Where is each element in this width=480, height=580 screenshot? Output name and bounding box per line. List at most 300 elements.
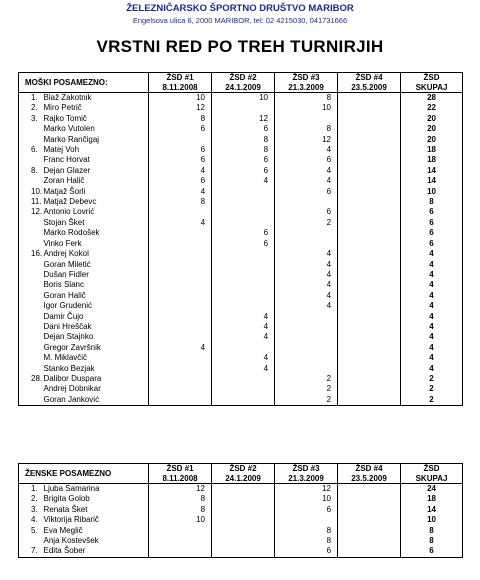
table-row bbox=[19, 103, 463, 113]
score-cell bbox=[149, 353, 212, 363]
rank-cell bbox=[19, 176, 41, 186]
player-name: Eva Meglič bbox=[43, 525, 83, 535]
score-cell: 6 bbox=[212, 166, 275, 176]
player-name: Marko Rodošek bbox=[43, 228, 100, 238]
table-row bbox=[19, 155, 463, 165]
score-cell bbox=[212, 526, 275, 536]
score-cell bbox=[212, 374, 275, 384]
player-name: Dalibor Duspara bbox=[43, 373, 102, 383]
score-cell bbox=[149, 526, 212, 536]
table-row bbox=[19, 260, 463, 270]
rank-cell bbox=[19, 322, 41, 332]
score-cell bbox=[149, 364, 212, 374]
table-row bbox=[19, 176, 463, 186]
player-name: Franc Horvat bbox=[43, 155, 90, 165]
total-cell: 4 bbox=[401, 322, 463, 332]
score-cell bbox=[212, 343, 275, 353]
score-cell: 6 bbox=[212, 228, 275, 238]
score-cell: 8 bbox=[275, 93, 338, 104]
men-header-row bbox=[19, 73, 463, 93]
table-row bbox=[19, 546, 463, 557]
score-cell: 2 bbox=[275, 218, 338, 228]
score-cell bbox=[338, 124, 401, 134]
score-cell bbox=[212, 515, 275, 525]
score-cell bbox=[149, 249, 212, 259]
col-name: ŽSD #4 bbox=[355, 464, 383, 473]
total-cell: 8 bbox=[401, 197, 463, 207]
table-row bbox=[19, 536, 463, 546]
total-cell: 14 bbox=[401, 166, 463, 176]
col-header bbox=[401, 464, 463, 484]
rank-cell bbox=[19, 270, 41, 280]
women-standings-table bbox=[18, 463, 463, 558]
player-name: Andrej Kokol bbox=[43, 249, 89, 259]
total-cell: 2 bbox=[401, 395, 463, 406]
score-cell bbox=[212, 301, 275, 311]
score-cell: 4 bbox=[212, 322, 275, 332]
score-cell: 10 bbox=[212, 93, 275, 104]
score-cell: 4 bbox=[149, 218, 212, 228]
table-row bbox=[19, 332, 463, 342]
score-cell bbox=[275, 343, 338, 353]
total-cell: 4 bbox=[401, 301, 463, 311]
score-cell: 6 bbox=[275, 187, 338, 197]
club-address: Engelsova ulica 6, 2000 MARIBOR, tel: 02 4215030, 041731666 bbox=[132, 16, 348, 25]
player-name: Miro Petrič bbox=[43, 103, 82, 113]
player-name: Brigita Golob bbox=[43, 494, 90, 504]
col-name: ŽSD #1 bbox=[166, 464, 194, 473]
col-name: ŽSD #2 bbox=[229, 464, 257, 473]
score-cell: 2 bbox=[275, 384, 338, 394]
player-name: Andrej Dobnikar bbox=[43, 384, 101, 394]
total-cell: 4 bbox=[401, 312, 463, 322]
score-cell: 8 bbox=[149, 197, 212, 207]
score-cell: 8 bbox=[212, 135, 275, 145]
score-cell bbox=[149, 301, 212, 311]
score-cell bbox=[338, 249, 401, 259]
rank-cell bbox=[19, 353, 41, 363]
score-cell bbox=[338, 526, 401, 536]
table-row bbox=[19, 353, 463, 363]
player-name: Marko Rančigaj bbox=[43, 134, 100, 144]
col-header bbox=[338, 73, 401, 93]
score-cell bbox=[338, 343, 401, 353]
score-cell bbox=[338, 353, 401, 363]
score-cell: 6 bbox=[212, 124, 275, 134]
total-cell: 20 bbox=[401, 114, 463, 124]
player-name: Stanko Bezjak bbox=[43, 363, 95, 373]
score-cell: 4 bbox=[212, 364, 275, 374]
col-name: ŽSD #2 bbox=[229, 73, 257, 82]
score-cell bbox=[338, 546, 401, 557]
player-name: Igor Grudenić bbox=[43, 301, 92, 311]
table-row bbox=[19, 291, 463, 301]
score-cell bbox=[212, 187, 275, 197]
score-cell bbox=[338, 322, 401, 332]
rank-cell: 4. bbox=[31, 515, 38, 525]
total-cell: 6 bbox=[401, 546, 463, 557]
score-cell bbox=[338, 395, 401, 406]
col-date: 21.3.2009 bbox=[288, 82, 324, 92]
rank-cell bbox=[19, 280, 41, 290]
score-cell bbox=[212, 197, 275, 207]
table-row bbox=[19, 374, 463, 384]
score-cell bbox=[149, 546, 212, 557]
score-cell: 4 bbox=[212, 353, 275, 363]
score-cell bbox=[212, 395, 275, 406]
score-cell bbox=[338, 364, 401, 374]
rank-cell bbox=[19, 135, 41, 145]
rank-cell: 3. bbox=[31, 113, 38, 123]
score-cell: 6 bbox=[275, 207, 338, 217]
table-row bbox=[19, 207, 463, 217]
score-cell: 10 bbox=[275, 494, 338, 504]
total-cell: 4 bbox=[401, 364, 463, 374]
total-cell: 2 bbox=[401, 384, 463, 394]
table-row bbox=[19, 343, 463, 353]
table-row bbox=[19, 187, 463, 197]
player-name: Matjaž Šorli bbox=[43, 186, 86, 196]
score-cell bbox=[275, 197, 338, 207]
rank-cell: 6. bbox=[31, 145, 38, 155]
col-header bbox=[401, 73, 463, 93]
table-row bbox=[19, 166, 463, 176]
men-category-label: MOŠKI POSAMEZNO: bbox=[19, 73, 149, 93]
score-cell bbox=[212, 546, 275, 557]
player-name: Marko Vutolen bbox=[43, 124, 95, 134]
player-name: Dušan Fidler bbox=[43, 269, 89, 279]
score-cell bbox=[212, 207, 275, 217]
score-cell bbox=[149, 395, 212, 406]
score-cell bbox=[149, 312, 212, 322]
col-date: 23.5.2009 bbox=[351, 82, 387, 92]
player-name: Vinko Ferk bbox=[43, 238, 82, 248]
table-row bbox=[19, 322, 463, 332]
score-cell bbox=[338, 291, 401, 301]
table-row bbox=[19, 280, 463, 290]
col-date: 8.11.2008 bbox=[162, 473, 198, 483]
score-cell bbox=[338, 145, 401, 155]
col-header bbox=[275, 73, 338, 93]
score-cell bbox=[212, 291, 275, 301]
score-cell: 4 bbox=[275, 145, 338, 155]
col-header bbox=[338, 464, 401, 484]
player-name: Antonio Lovrić bbox=[43, 207, 95, 217]
total-cell: 18 bbox=[401, 155, 463, 165]
score-cell bbox=[338, 187, 401, 197]
rank-cell: 5. bbox=[31, 525, 38, 535]
player-name: Boris Slanc bbox=[43, 280, 84, 290]
rank-cell bbox=[19, 332, 41, 342]
score-cell: 4 bbox=[149, 343, 212, 353]
score-cell bbox=[212, 494, 275, 504]
total-cell: 18 bbox=[401, 145, 463, 155]
score-cell bbox=[338, 135, 401, 145]
total-cell: 4 bbox=[401, 280, 463, 290]
score-cell: 8 bbox=[275, 526, 338, 536]
score-cell: 4 bbox=[149, 166, 212, 176]
score-cell bbox=[338, 197, 401, 207]
col-name: ŽSD #1 bbox=[166, 73, 194, 82]
table-row bbox=[19, 494, 463, 504]
player-name: Rajko Tomič bbox=[43, 113, 87, 123]
page-title: VRSTNI RED PO TREH TURNIRJIH bbox=[96, 37, 384, 56]
rank-cell bbox=[19, 155, 41, 165]
table-row bbox=[19, 239, 463, 249]
col-header bbox=[149, 464, 212, 484]
rank-cell: 2. bbox=[31, 103, 38, 113]
score-cell: 4 bbox=[275, 260, 338, 270]
score-cell bbox=[338, 207, 401, 217]
score-cell bbox=[212, 260, 275, 270]
score-cell: 12 bbox=[275, 135, 338, 145]
score-cell bbox=[212, 249, 275, 259]
score-cell bbox=[149, 207, 212, 217]
player-name: Goran Janković bbox=[41, 395, 149, 406]
score-cell bbox=[338, 505, 401, 515]
rank-cell: 1. bbox=[31, 484, 38, 493]
table-row bbox=[19, 135, 463, 145]
score-cell: 8 bbox=[149, 114, 212, 124]
score-cell bbox=[212, 103, 275, 113]
table-row bbox=[19, 218, 463, 228]
score-cell bbox=[275, 322, 338, 332]
player-name: Zoran Halič bbox=[43, 176, 85, 186]
col-name: ŽSD #3 bbox=[292, 464, 320, 473]
col-name: ŽSD #3 bbox=[292, 73, 320, 82]
rank-cell bbox=[19, 312, 41, 322]
total-cell: 20 bbox=[401, 135, 463, 145]
total-cell: 4 bbox=[401, 353, 463, 363]
rank-cell bbox=[19, 291, 41, 301]
total-cell: 24 bbox=[401, 484, 463, 495]
player-name: Viktorija Ribarič bbox=[43, 515, 99, 525]
score-cell: 8 bbox=[149, 494, 212, 504]
player-name: M. Miklavčič bbox=[43, 353, 88, 363]
score-cell: 8 bbox=[275, 536, 338, 546]
rank-cell: 12. bbox=[31, 207, 43, 217]
score-cell bbox=[275, 353, 338, 363]
score-cell bbox=[275, 228, 338, 238]
score-cell: 6 bbox=[149, 124, 212, 134]
total-cell: 4 bbox=[401, 343, 463, 353]
rank-cell bbox=[19, 260, 41, 270]
women-rows bbox=[19, 484, 463, 558]
score-cell bbox=[149, 322, 212, 332]
player-name: Dejan Stajnko bbox=[43, 332, 94, 342]
score-cell bbox=[212, 280, 275, 290]
total-cell: 28 bbox=[401, 93, 463, 104]
score-cell bbox=[149, 270, 212, 280]
score-cell bbox=[338, 494, 401, 504]
total-cell: 18 bbox=[401, 494, 463, 504]
score-cell: 4 bbox=[275, 301, 338, 311]
rank-cell bbox=[19, 124, 41, 134]
score-cell: 8 bbox=[275, 124, 338, 134]
rank-cell: 1. bbox=[31, 93, 38, 102]
col-date: 21.3.2009 bbox=[288, 473, 324, 483]
score-cell: 10 bbox=[149, 515, 212, 525]
player-name: Ljuba Samarina bbox=[43, 484, 100, 493]
score-cell: 4 bbox=[212, 176, 275, 186]
col-header bbox=[149, 73, 212, 93]
col-date: 24.1.2009 bbox=[225, 82, 261, 92]
table-row bbox=[19, 395, 463, 406]
score-cell bbox=[275, 364, 338, 374]
score-cell bbox=[338, 332, 401, 342]
score-cell: 4 bbox=[212, 312, 275, 322]
total-cell: 20 bbox=[401, 124, 463, 134]
score-cell bbox=[338, 155, 401, 165]
score-cell bbox=[338, 166, 401, 176]
score-cell: 4 bbox=[149, 187, 212, 197]
rank-cell bbox=[19, 536, 41, 546]
player-name: Stojan Šket bbox=[43, 217, 85, 227]
table-row bbox=[19, 526, 463, 536]
men-standings-table bbox=[18, 72, 463, 406]
table-row bbox=[19, 301, 463, 311]
col-header bbox=[212, 73, 275, 93]
score-cell: 4 bbox=[275, 291, 338, 301]
score-cell: 12 bbox=[149, 103, 212, 113]
player-name: Renata Šket bbox=[43, 504, 88, 514]
score-cell: 8 bbox=[149, 505, 212, 515]
rank-cell: 16. bbox=[31, 249, 43, 259]
score-cell bbox=[212, 384, 275, 394]
score-cell bbox=[149, 374, 212, 384]
rank-cell: 2. bbox=[31, 494, 38, 504]
total-cell: 14 bbox=[401, 505, 463, 515]
score-cell bbox=[338, 515, 401, 525]
col-name: ŽSD bbox=[423, 73, 440, 82]
score-cell: 12 bbox=[275, 484, 338, 495]
club-name: ŽELEZNIČARSKO ŠPORTNO DRUŠTVO MARIBOR bbox=[126, 3, 354, 14]
player-name: Dani Hreščak bbox=[43, 321, 92, 331]
score-cell: 6 bbox=[212, 239, 275, 249]
score-cell: 10 bbox=[275, 103, 338, 113]
col-name: ŽSD bbox=[423, 464, 440, 473]
score-cell: 4 bbox=[275, 166, 338, 176]
score-cell bbox=[338, 536, 401, 546]
player-name: Goran Miletić bbox=[43, 259, 91, 269]
score-cell: 2 bbox=[275, 374, 338, 384]
score-cell bbox=[338, 260, 401, 270]
rank-cell: 10. bbox=[31, 186, 43, 196]
score-cell: 12 bbox=[212, 114, 275, 124]
score-cell bbox=[338, 218, 401, 228]
score-cell bbox=[275, 515, 338, 525]
score-cell bbox=[338, 374, 401, 384]
score-cell: 6 bbox=[275, 505, 338, 515]
score-cell: 10 bbox=[149, 93, 212, 104]
total-cell: 8 bbox=[401, 536, 463, 546]
score-cell: 4 bbox=[275, 270, 338, 280]
total-cell: 4 bbox=[401, 332, 463, 342]
score-cell: 6 bbox=[149, 155, 212, 165]
rank-cell bbox=[19, 239, 41, 249]
rank-cell bbox=[19, 218, 41, 228]
score-cell bbox=[149, 384, 212, 394]
score-cell bbox=[275, 114, 338, 124]
total-cell: 4 bbox=[401, 249, 463, 259]
table-row bbox=[19, 114, 463, 124]
total-cell: 10 bbox=[401, 515, 463, 525]
total-cell: 4 bbox=[401, 270, 463, 280]
score-cell bbox=[338, 301, 401, 311]
score-cell bbox=[149, 291, 212, 301]
score-cell bbox=[338, 270, 401, 280]
total-cell: 6 bbox=[401, 239, 463, 249]
score-cell: 6 bbox=[149, 145, 212, 155]
table-row bbox=[19, 124, 463, 134]
score-cell bbox=[338, 280, 401, 290]
rank-cell: 11. bbox=[31, 197, 42, 207]
score-cell bbox=[212, 505, 275, 515]
score-cell bbox=[338, 93, 401, 104]
score-cell: 2 bbox=[275, 395, 338, 406]
col-name: ŽSD #4 bbox=[355, 73, 383, 82]
table-row bbox=[19, 270, 463, 280]
score-cell bbox=[338, 384, 401, 394]
score-cell bbox=[338, 239, 401, 249]
score-cell bbox=[338, 484, 401, 495]
score-cell bbox=[338, 312, 401, 322]
score-cell bbox=[338, 228, 401, 238]
score-cell: 6 bbox=[149, 176, 212, 186]
total-cell: 6 bbox=[401, 228, 463, 238]
player-name: Anja Kostevšek bbox=[43, 536, 99, 546]
player-name: Dejan Glazer bbox=[43, 165, 91, 175]
col-date: SKUPAJ bbox=[415, 473, 448, 483]
table-row bbox=[19, 484, 463, 495]
table-row bbox=[19, 312, 463, 322]
table-row bbox=[19, 228, 463, 238]
col-header bbox=[212, 464, 275, 484]
table-row bbox=[19, 197, 463, 207]
score-cell: 6 bbox=[212, 155, 275, 165]
rank-cell: 7. bbox=[19, 546, 41, 557]
score-cell bbox=[338, 176, 401, 186]
player-name: Matjaž Debevc bbox=[43, 197, 97, 207]
score-cell bbox=[212, 218, 275, 228]
total-cell: 6 bbox=[401, 218, 463, 228]
rank-cell: 28. bbox=[31, 373, 43, 383]
total-cell: 14 bbox=[401, 176, 463, 186]
men-rows bbox=[19, 93, 463, 406]
player-name: Damir Čujo bbox=[43, 311, 84, 321]
score-cell: 6 bbox=[275, 546, 338, 557]
rank-cell bbox=[19, 384, 41, 394]
rank-cell bbox=[19, 343, 41, 353]
player-name: Edita Šober bbox=[41, 546, 149, 557]
women-header-row bbox=[19, 464, 463, 484]
col-date: 8.11.2008 bbox=[162, 82, 198, 92]
score-cell bbox=[149, 280, 212, 290]
table-row bbox=[19, 384, 463, 394]
score-cell bbox=[212, 484, 275, 495]
score-cell bbox=[149, 239, 212, 249]
score-cell bbox=[212, 270, 275, 280]
score-cell bbox=[275, 312, 338, 322]
rank-cell: 8. bbox=[31, 165, 38, 175]
score-cell bbox=[149, 332, 212, 342]
total-cell: 4 bbox=[401, 260, 463, 270]
player-name: Gregor Završnik bbox=[43, 342, 101, 352]
score-cell bbox=[275, 332, 338, 342]
table-row bbox=[19, 93, 463, 104]
rank-cell bbox=[19, 395, 41, 406]
col-date: SKUPAJ bbox=[415, 82, 448, 92]
